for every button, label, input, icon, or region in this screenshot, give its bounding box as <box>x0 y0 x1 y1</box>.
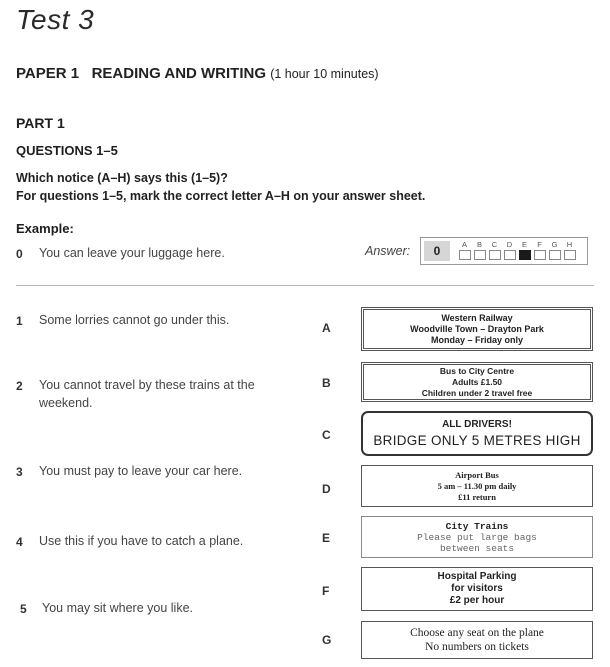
notice-d-line-1: Airport Bus <box>455 469 499 480</box>
notice-a-line-2: Woodville Town – Drayton Park <box>410 323 544 334</box>
answer-box-e[interactable] <box>519 250 531 260</box>
answer-box-b[interactable] <box>474 250 486 260</box>
question-3-number: 3 <box>16 465 23 479</box>
answer-option-g[interactable]: G <box>547 239 562 260</box>
notice-e-line-2: Please put large bags <box>417 531 537 543</box>
example-label: Example: <box>16 221 74 236</box>
question-3-text: You must pay to leave your car here. <box>39 464 243 478</box>
notice-a-letter: A <box>322 321 331 335</box>
notice-f-letter: F <box>322 584 330 598</box>
question-2-text-line-1: You cannot travel by these trains at the <box>39 378 255 392</box>
paper-title <box>16 65 379 82</box>
answer-box-h[interactable] <box>564 250 576 260</box>
paper-duration: (1 hour 10 minutes) <box>270 67 379 81</box>
notice-b-line-2: Adults £1.50 <box>451 376 503 387</box>
notice-g <box>361 621 593 659</box>
notice-a-line-3: Monday – Friday only <box>430 334 524 345</box>
answer-option-e[interactable]: E <box>517 239 532 260</box>
example-text: You can leave your luggage here. <box>39 246 225 260</box>
notice-e-letter: E <box>322 531 331 545</box>
notice-e-line-3: between seats <box>439 542 515 554</box>
notice-a <box>361 307 593 351</box>
notice-g-letter: G <box>322 633 332 647</box>
answer-box-a[interactable] <box>459 250 471 260</box>
notice-b <box>361 362 593 402</box>
notice-c-letter: C <box>322 428 331 442</box>
notice-d-line-2: 5 am – 11.30 pm daily <box>437 480 517 491</box>
question-2-number: 2 <box>16 379 23 393</box>
notice-f-line-1: Hospital Parking <box>437 571 517 582</box>
notice-d-letter: D <box>322 482 331 496</box>
notice-b-letter: B <box>322 376 331 390</box>
answer-box-d[interactable] <box>504 250 516 260</box>
answer-box-g[interactable] <box>549 250 561 260</box>
answer-option-d[interactable]: D <box>502 239 517 260</box>
answer-label: Answer: <box>365 244 411 258</box>
notice-e <box>361 516 593 558</box>
instruction-line-2: For questions 1–5, mark the correct letter A–H on your answer sheet. <box>16 189 426 203</box>
question-1-text: Some lorries cannot go under this. <box>39 313 230 327</box>
part-heading: PART 1 <box>16 115 65 131</box>
notice-d-line-3: £11 return <box>458 491 496 502</box>
notice-e-line-1: City Trains <box>445 520 509 532</box>
notice-b-line-3: Children under 2 travel free <box>421 387 533 398</box>
notice-c <box>361 411 593 456</box>
notice-f-line-2: for visitors <box>451 583 503 594</box>
answer-option-a[interactable]: A <box>457 239 472 260</box>
question-1-number: 1 <box>16 314 23 328</box>
notice-c-line-1: ALL DRIVERS! <box>442 419 512 430</box>
notice-b-line-1: Bus to City Centre <box>439 365 515 376</box>
notice-a-line-1: Western Railway <box>441 312 513 323</box>
answer-grid <box>420 237 588 265</box>
question-5-number: 5 <box>20 602 27 616</box>
answer-box-f[interactable] <box>534 250 546 260</box>
answer-box-c[interactable] <box>489 250 501 260</box>
answer-option-b[interactable]: B <box>472 239 487 260</box>
paper-name: PAPER 1 READING AND WRITING <box>16 65 267 82</box>
instruction-line-1: Which notice (A–H) says this (1–5)? <box>16 171 228 185</box>
test-title: Test 3 <box>16 4 95 35</box>
answer-option-h[interactable]: H <box>562 239 577 260</box>
notice-g-line-1: Choose any seat on the plane <box>410 627 544 639</box>
answer-number: 0 <box>424 241 450 261</box>
divider <box>16 285 594 286</box>
question-5-text: You may sit where you like. <box>42 601 194 615</box>
answer-option-f[interactable]: F <box>532 239 547 260</box>
notice-c-line-2: BRIDGE ONLY 5 METRES HIGH <box>373 433 581 448</box>
question-2-text-line-2: weekend. <box>39 396 93 410</box>
notice-d <box>361 465 593 507</box>
question-4-number: 4 <box>16 535 23 549</box>
notice-f <box>361 567 593 611</box>
notice-g-line-2: No numbers on tickets <box>425 641 529 653</box>
answer-option-c[interactable]: C <box>487 239 502 260</box>
questions-heading: QUESTIONS 1–5 <box>16 143 118 158</box>
question-4-text: Use this if you have to catch a plane. <box>39 534 244 548</box>
example-number: 0 <box>16 247 23 261</box>
notice-f-line-3: £2 per hour <box>449 595 505 606</box>
answer-letters <box>457 239 577 260</box>
